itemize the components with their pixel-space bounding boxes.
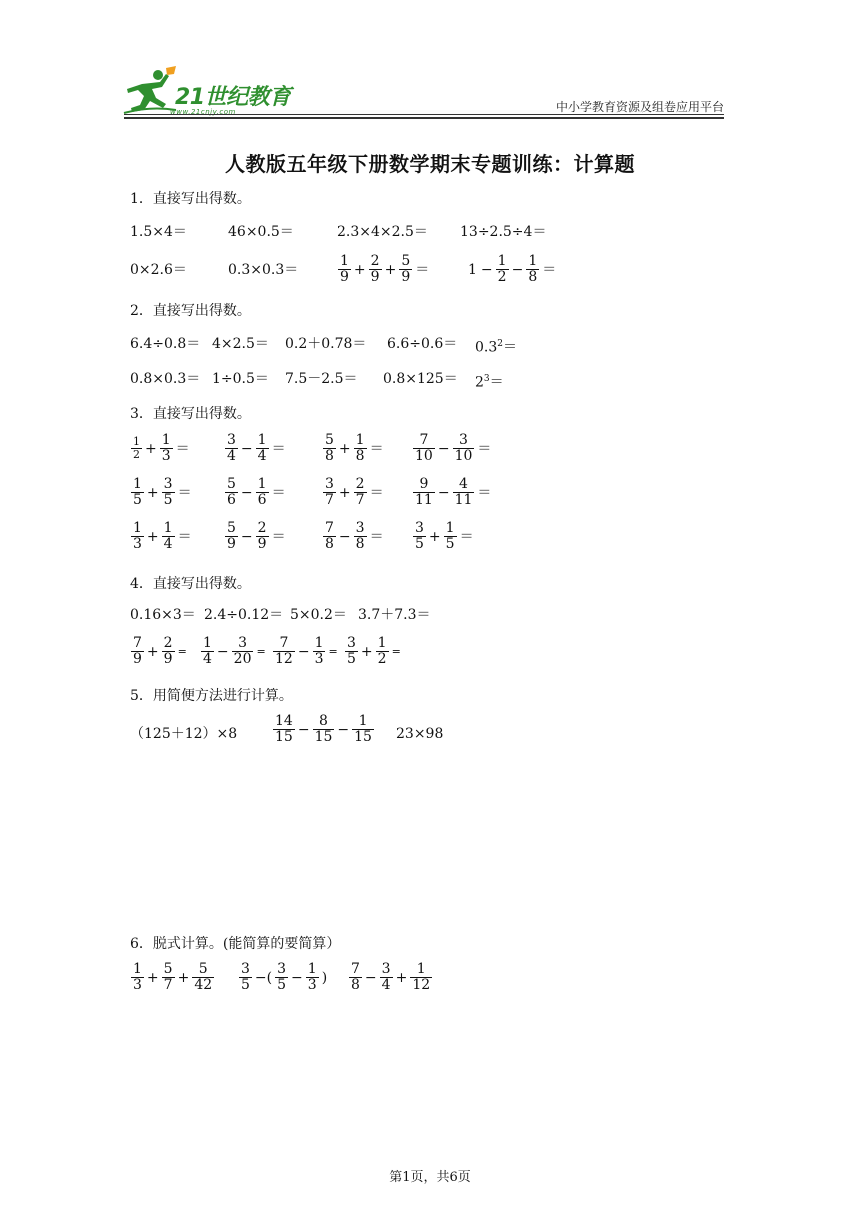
header-rule <box>124 114 724 115</box>
s2-expr-2: 4×2.5＝ <box>212 336 269 352</box>
s2-expr-5: $0.3^2=$ <box>475 339 517 356</box>
s4-fraction-expr: $\frac{7}{12}$ − $\frac{1}{3}$ = <box>275 635 338 667</box>
s3-fraction-expr: $\frac{5}{9}$ − $\frac{2}{9}$ ＝ <box>227 520 286 552</box>
s5-expr-1: （125＋12）×8 <box>130 726 238 742</box>
s4-fraction-expr: $\frac{7}{9}$ + $\frac{2}{9}$ = <box>133 635 187 667</box>
logo-url: www.21cnjy.com <box>170 108 236 116</box>
header-rule-thick <box>124 117 724 119</box>
s5-fraction-expr: $\frac{14}{15}$ − $\frac{8}{15}$ − $\frac{1}{15}$ <box>275 713 372 745</box>
s3-fraction-expr: $\frac{1}{5}$ + $\frac{3}{5}$ ＝ <box>133 476 192 508</box>
s3-fraction-expr: $\frac{1}{3}$ + $\frac{1}{4}$ ＝ <box>133 520 192 552</box>
s4-expr-3: 5×0.2＝ <box>290 607 347 623</box>
s3-fraction-expr: $\frac{5}{8}$ + $\frac{1}{8}$ ＝ <box>325 432 384 464</box>
s2-expr-6: 0.8×0.3＝ <box>130 371 201 387</box>
s6-fraction-expr-2: $\frac{3}{5}$ −( $\frac{3}{5}$ − $\frac{1}{3}$ ) <box>241 961 328 993</box>
page-title: 人教版五年级下册数学期末专题训练：计算题 <box>225 152 635 176</box>
section-6-heading: 6．脱式计算。(能简算的要简算） <box>130 936 341 952</box>
section-1-heading: 1．直接写出得数。 <box>130 191 251 207</box>
logo-text: 21世纪教育 <box>175 85 291 110</box>
s5-expr-3: 23×98 <box>396 726 444 742</box>
s2-expr-8: 7.5－2.5＝ <box>285 371 358 387</box>
s6-fraction-expr-3: $\frac{7}{8}$ − $\frac{3}{4}$ + $\frac{1}{12}$ <box>351 961 431 993</box>
s1-expr-2: 46×0.5＝ <box>228 224 294 240</box>
section-3-heading: 3．直接写出得数。 <box>130 406 251 422</box>
s4-expr-1: 0.16×3＝ <box>130 607 196 623</box>
s1-expr-5: 0×2.6＝ <box>130 262 187 278</box>
s3-fraction-expr: $\frac{3}{7}$ + $\frac{2}{7}$ ＝ <box>325 476 384 508</box>
s2-expr-7: 1÷0.5＝ <box>212 371 269 387</box>
s1-expr-6: 0.3×0.3＝ <box>228 262 299 278</box>
section-2-heading: 2．直接写出得数。 <box>130 303 251 319</box>
s1-fraction-expr-2: 1 − $\frac{1}{2}$ − $\frac{1}{8}$ ＝ <box>468 253 557 285</box>
s1-expr-1: 1.5×4＝ <box>130 224 187 240</box>
s2-expr-4: 6.6÷0.6＝ <box>387 336 458 352</box>
s4-expr-2: 2.4÷0.12＝ <box>204 607 284 623</box>
s3-fraction-expr: $\frac{3}{5}$ + $\frac{1}{5}$ ＝ <box>415 520 474 552</box>
s3-fraction-expr: $\frac{3}{4}$ − $\frac{1}{4}$ ＝ <box>227 432 286 464</box>
s4-fraction-expr: $\frac{3}{5}$ + $\frac{1}{2}$ = <box>347 635 401 667</box>
s1-expr-4: 13÷2.5÷4＝ <box>460 224 547 240</box>
s2-expr-1: 6.4÷0.8＝ <box>130 336 201 352</box>
page-footer: 第1页，共6页 <box>389 1170 471 1185</box>
page-header <box>0 0 860 120</box>
s4-fraction-expr: $\frac{1}{4}$ − $\frac{3}{20}$ = <box>203 635 266 667</box>
s3-fraction-expr: $\frac{7}{10}$ − $\frac{3}{10}$ ＝ <box>415 432 492 464</box>
s6-fraction-expr-1: $\frac{1}{3}$ + $\frac{5}{7}$ + $\frac{5}{42}$ <box>133 961 213 993</box>
s4-expr-4: 3.7＋7.3＝ <box>358 607 431 623</box>
s3-fraction-expr: $\frac{9}{11}$ − $\frac{4}{11}$ ＝ <box>415 476 492 508</box>
s3-fraction-expr: $\frac{7}{8}$ − $\frac{3}{8}$ ＝ <box>325 520 384 552</box>
section-4-heading: 4．直接写出得数。 <box>130 576 251 592</box>
s3-fraction-expr: $\frac{5}{6}$ − $\frac{1}{6}$ ＝ <box>227 476 286 508</box>
s2-expr-9: 0.8×125＝ <box>383 371 458 387</box>
s3-fraction-expr: $\frac{1}{2}$ + $\frac{1}{3}$ ＝ <box>133 432 190 464</box>
s2-expr-3: 0.2＋0.78＝ <box>285 336 367 352</box>
section-5-heading: 5．用简便方法进行计算。 <box>130 688 293 704</box>
header-platform-text: 中小学教育资源及组卷应用平台 <box>555 100 724 114</box>
s2-expr-10: $2^3=$ <box>475 374 504 391</box>
s1-fraction-expr-1: $\frac{1}{9}$ + $\frac{2}{9}$ + $\frac{5}{9}$ ＝ <box>340 253 430 285</box>
s1-expr-3: 2.3×4×2.5＝ <box>337 224 428 240</box>
